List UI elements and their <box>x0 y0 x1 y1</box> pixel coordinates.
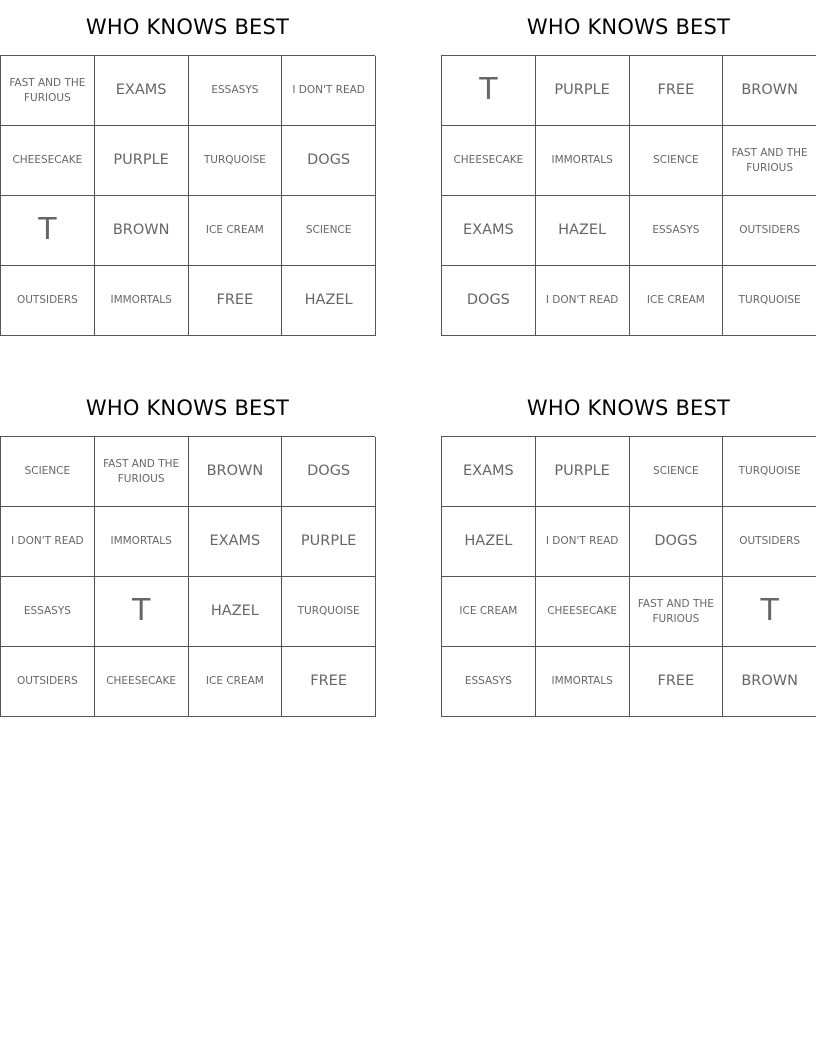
bingo-cell: IMMORTALS <box>95 266 189 336</box>
card-title: WHO KNOWS BEST <box>85 15 290 39</box>
bingo-cell: HAZEL <box>442 507 536 577</box>
bingo-cell: TURQUOISE <box>723 437 816 507</box>
bingo-cell: DOGS <box>630 507 724 577</box>
bingo-cell: I DON'T READ <box>536 266 630 336</box>
bingo-grid <box>0 55 375 336</box>
bingo-cell: ESSASYS <box>442 647 536 717</box>
bingo-cell: SCIENCE <box>1 437 95 507</box>
bingo-cell: PURPLE <box>536 56 630 126</box>
bingo-cell: FAST AND THE FURIOUS <box>1 56 95 126</box>
bingo-card <box>0 8 375 336</box>
bingo-cell: EXAMS <box>95 56 189 126</box>
bingo-cell: IMMORTALS <box>95 507 189 577</box>
bingo-cell: SCIENCE <box>630 437 724 507</box>
bingo-cell: PURPLE <box>536 437 630 507</box>
bingo-cell: I DON'T READ <box>1 507 95 577</box>
bingo-cell: HAZEL <box>189 577 283 647</box>
bingo-cell: I DON'T READ <box>536 507 630 577</box>
bingo-cell: TURQUOISE <box>282 577 376 647</box>
bingo-cell: T <box>1 196 95 266</box>
bingo-cell: TURQUOISE <box>189 126 283 196</box>
bingo-cell: BROWN <box>723 56 816 126</box>
bingo-cell: BROWN <box>723 647 816 717</box>
bingo-cell: EXAMS <box>442 437 536 507</box>
bingo-card <box>441 8 816 336</box>
card-title: WHO KNOWS BEST <box>85 396 290 420</box>
bingo-card <box>441 389 816 717</box>
bingo-cell: ICE CREAM <box>189 647 283 717</box>
bingo-cell: FAST AND THE FURIOUS <box>630 577 724 647</box>
bingo-grid <box>0 436 375 717</box>
bingo-cell: FREE <box>630 647 724 717</box>
bingo-cell: ICE CREAM <box>630 266 724 336</box>
bingo-cell: CHEESECAKE <box>442 126 536 196</box>
bingo-cell: EXAMS <box>189 507 283 577</box>
bingo-cell: HAZEL <box>536 196 630 266</box>
bingo-cell: IMMORTALS <box>536 647 630 717</box>
bingo-grid <box>441 55 816 336</box>
bingo-cell: T <box>95 577 189 647</box>
bingo-cell: ESSASYS <box>1 577 95 647</box>
bingo-cell: OUTSIDERS <box>723 507 816 577</box>
bingo-cell: OUTSIDERS <box>723 196 816 266</box>
bingo-cell: BROWN <box>189 437 283 507</box>
bingo-cell: SCIENCE <box>630 126 724 196</box>
bingo-cell: FAST AND THE FURIOUS <box>95 437 189 507</box>
bingo-cell: FAST AND THE FURIOUS <box>723 126 816 196</box>
bingo-cell: ICE CREAM <box>189 196 283 266</box>
bingo-cell: ICE CREAM <box>442 577 536 647</box>
bingo-cell: FREE <box>282 647 376 717</box>
card-title: WHO KNOWS BEST <box>526 15 731 39</box>
bingo-cell: EXAMS <box>442 196 536 266</box>
bingo-cell: PURPLE <box>282 507 376 577</box>
bingo-cell: SCIENCE <box>282 196 376 266</box>
bingo-cell: ESSASYS <box>630 196 724 266</box>
bingo-cell: DOGS <box>442 266 536 336</box>
card-title: WHO KNOWS BEST <box>526 396 731 420</box>
bingo-cell: IMMORTALS <box>536 126 630 196</box>
bingo-cell: DOGS <box>282 437 376 507</box>
bingo-cell: ESSASYS <box>189 56 283 126</box>
bingo-cell: FREE <box>630 56 724 126</box>
bingo-cell: I DON'T READ <box>282 56 376 126</box>
bingo-cell: HAZEL <box>282 266 376 336</box>
bingo-cell: CHEESECAKE <box>536 577 630 647</box>
bingo-cell: DOGS <box>282 126 376 196</box>
bingo-cell: T <box>442 56 536 126</box>
bingo-cell: FREE <box>189 266 283 336</box>
bingo-cell: T <box>723 577 816 647</box>
bingo-card <box>0 389 375 717</box>
bingo-cell: CHEESECAKE <box>95 647 189 717</box>
bingo-cell: TURQUOISE <box>723 266 816 336</box>
bingo-cell: PURPLE <box>95 126 189 196</box>
bingo-cell: OUTSIDERS <box>1 647 95 717</box>
bingo-cell: BROWN <box>95 196 189 266</box>
bingo-cell: OUTSIDERS <box>1 266 95 336</box>
bingo-cell: CHEESECAKE <box>1 126 95 196</box>
bingo-grid <box>441 436 816 717</box>
